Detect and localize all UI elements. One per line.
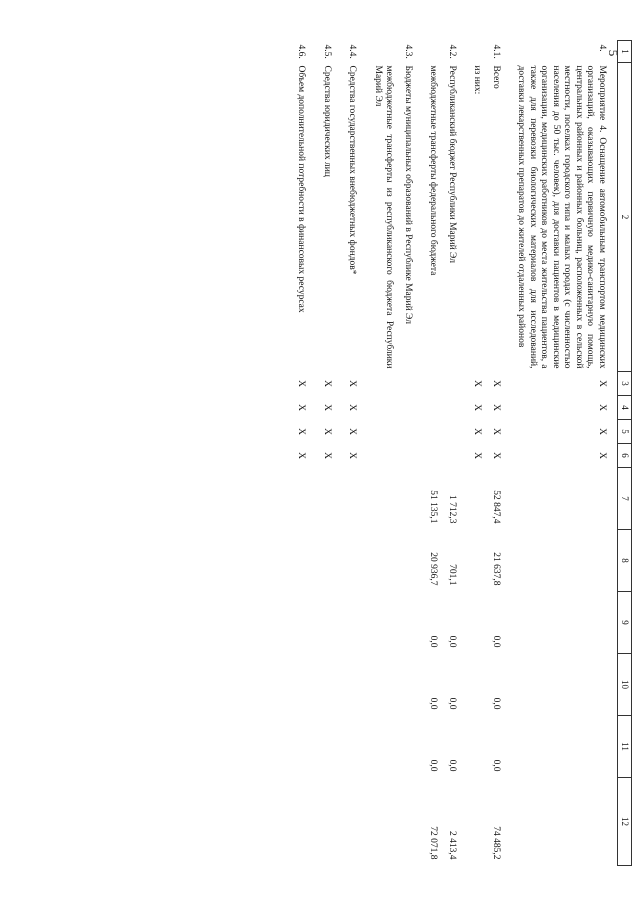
amount-cell [398,716,424,778]
x-mark-cell [442,420,468,444]
amount-cell: 2 413,4 [447,831,457,860]
row-number: 4. [597,44,607,52]
header-cell-4: 4 [618,396,632,420]
row-description: межбюджетные трансферты из республиканского бюджета Республики Марий Эл [373,65,395,369]
amount-cell [342,778,368,866]
x-mark-cell [398,372,424,396]
amount-cell [317,716,343,778]
amount-cell [291,778,317,866]
amount-cell: 0,0 [428,759,439,772]
x-mark-cell: X [597,428,607,435]
table-row [442,41,468,866]
amount-cell [511,468,618,530]
amount-cell: 0,0 [428,697,439,710]
amount-cell [511,778,618,866]
x-mark-cell: X [472,452,483,459]
amount-cell [511,592,618,654]
amount-cell: 0,0 [491,759,501,772]
amount-cell [342,716,368,778]
x-mark-cell: X [472,428,483,435]
amount-cell [317,592,343,654]
amount-cell [342,468,368,530]
row-number: 4.4. [347,44,358,59]
table-row [291,41,317,866]
header-cell-5: 5 [618,420,632,444]
amount-cell: 21 637,8 [491,552,501,586]
header-row [618,41,632,866]
row-description: Объем дополнительной потребности в финансовых ресурсах [296,65,307,313]
row-number [368,41,398,63]
x-mark-cell: X [597,380,607,387]
header-cell-8: 8 [618,530,632,592]
x-mark-cell: X [296,380,307,387]
amount-cell: 0,0 [447,697,457,710]
amount-cell: 0,0 [447,759,457,772]
header-cell-11: 11 [618,716,632,778]
x-mark-cell [398,396,424,420]
x-mark-cell [423,420,442,444]
row-number: 4.6. [296,44,307,59]
row-number [467,41,486,63]
amount-cell: 701,1 [447,564,457,586]
amount-cell [317,654,343,716]
row-number: 4.3. [403,44,413,59]
amount-cell [368,592,398,654]
amount-cell [467,530,486,592]
amount-cell [511,716,618,778]
table-row [423,41,442,866]
x-mark-cell [368,396,398,420]
amount-cell [467,468,486,530]
x-mark-cell: X [347,404,358,411]
row-description: Бюджеты муниципальных образований в Республике Марий Эл [403,65,413,324]
amount-cell [467,654,486,716]
x-mark-cell [368,372,398,396]
row-description: Средства юридических лиц [322,65,332,177]
table-body [291,41,621,866]
x-mark-cell: X [296,404,307,411]
header-cell-6: 6 [618,444,632,468]
header-cell-12: 12 [618,778,632,866]
table-row [398,41,424,866]
table-row [511,41,618,866]
amount-cell: 0,0 [491,697,501,710]
amount-cell: 1 712,3 [447,495,457,524]
header-cell-1: 1 [618,41,632,63]
x-mark-cell [442,372,468,396]
amount-cell [368,778,398,866]
row-description: Средства государственных внебюджетных фондов* [347,65,358,275]
x-mark-cell: X [597,452,607,459]
amount-cell: 52 847,4 [491,490,501,524]
x-mark-cell: X [491,452,501,459]
amount-cell: 72 071,8 [428,826,439,860]
amount-cell [368,468,398,530]
x-mark-cell [398,444,424,468]
amount-cell [398,654,424,716]
amount-cell [291,468,317,530]
amount-cell [368,530,398,592]
row-description: межбюджетные трансферты федерального бюджета [428,65,439,276]
x-mark-cell: X [491,404,501,411]
x-mark-cell: X [491,380,501,387]
x-mark-cell [398,420,424,444]
amount-cell: 74 485,2 [491,826,501,860]
row-number [423,41,442,63]
financing-table [291,40,632,866]
amount-cell [368,716,398,778]
header-cell-9: 9 [618,592,632,654]
amount-cell [467,716,486,778]
x-mark-cell: X [347,380,358,387]
amount-cell [342,654,368,716]
x-mark-cell [423,396,442,420]
x-mark-cell: X [296,452,307,459]
table-row [342,41,368,866]
x-mark-cell: X [491,428,501,435]
x-mark-cell [368,444,398,468]
amount-cell [317,778,343,866]
row-number: 4.5. [322,44,332,59]
x-mark-cell: X [322,404,332,411]
amount-cell [291,592,317,654]
amount-cell [342,530,368,592]
table-row [368,41,398,866]
x-mark-cell: X [347,452,358,459]
amount-cell [291,654,317,716]
x-mark-cell: X [322,452,332,459]
amount-cell [317,468,343,530]
amount-cell [511,654,618,716]
header-cell-10: 10 [618,654,632,716]
x-mark-cell: X [296,428,307,435]
amount-cell: 0,0 [491,635,501,648]
amount-cell [342,592,368,654]
amount-cell: 20 936,7 [428,552,439,586]
amount-cell: 0,0 [447,635,457,648]
row-description: Всего [491,65,501,89]
amount-cell [317,530,343,592]
x-mark-cell: X [472,404,483,411]
x-mark-cell [423,372,442,396]
amount-cell [398,530,424,592]
amount-cell [467,592,486,654]
amount-cell [291,716,317,778]
amount-cell [368,654,398,716]
x-mark-cell: X [322,380,332,387]
header-cell-2: 2 [618,63,632,372]
x-mark-cell: X [472,380,483,387]
table-row [486,41,512,866]
table-container [122,40,632,865]
amount-cell [398,468,424,530]
row-description: Мероприятие 4. Оснащение автомобильным транспортом медицинских организаций, оказывающих первичную медико-санитарную помощь, центральных районных и районных больниц, расположенных в сельской местности, поселках городского типа и малых городах (с численностью населения до 50 тыс. человек), для доставки пациентов в медицинские организации, медицинских работников до места жительства пациентов, а также для перевозки биологических материалов для исследований, доставки лекарственных препаратов до жителей отдаленных районов [516,65,607,369]
amount-cell [291,530,317,592]
page-number: 5 [606,49,621,57]
x-mark-cell [442,444,468,468]
row-number: 4.1. [491,44,501,59]
row-description: из них: [472,65,483,95]
table-row [467,41,486,866]
x-mark-cell: X [597,404,607,411]
x-mark-cell: X [347,428,358,435]
amount-cell: 0,0 [428,635,439,648]
amount-cell: 51 135,1 [428,490,439,524]
amount-cell [398,592,424,654]
header-cell-7: 7 [618,468,632,530]
x-mark-cell: X [322,428,332,435]
amount-cell [511,530,618,592]
x-mark-cell [442,396,468,420]
x-mark-cell [368,420,398,444]
header-cell-3: 3 [618,372,632,396]
row-description: Республиканский бюджет Республики Марий Эл [447,65,457,263]
row-number: 4.2. [447,44,457,59]
table-row [317,41,343,866]
amount-cell [398,778,424,866]
amount-cell [467,778,486,866]
x-mark-cell [423,444,442,468]
